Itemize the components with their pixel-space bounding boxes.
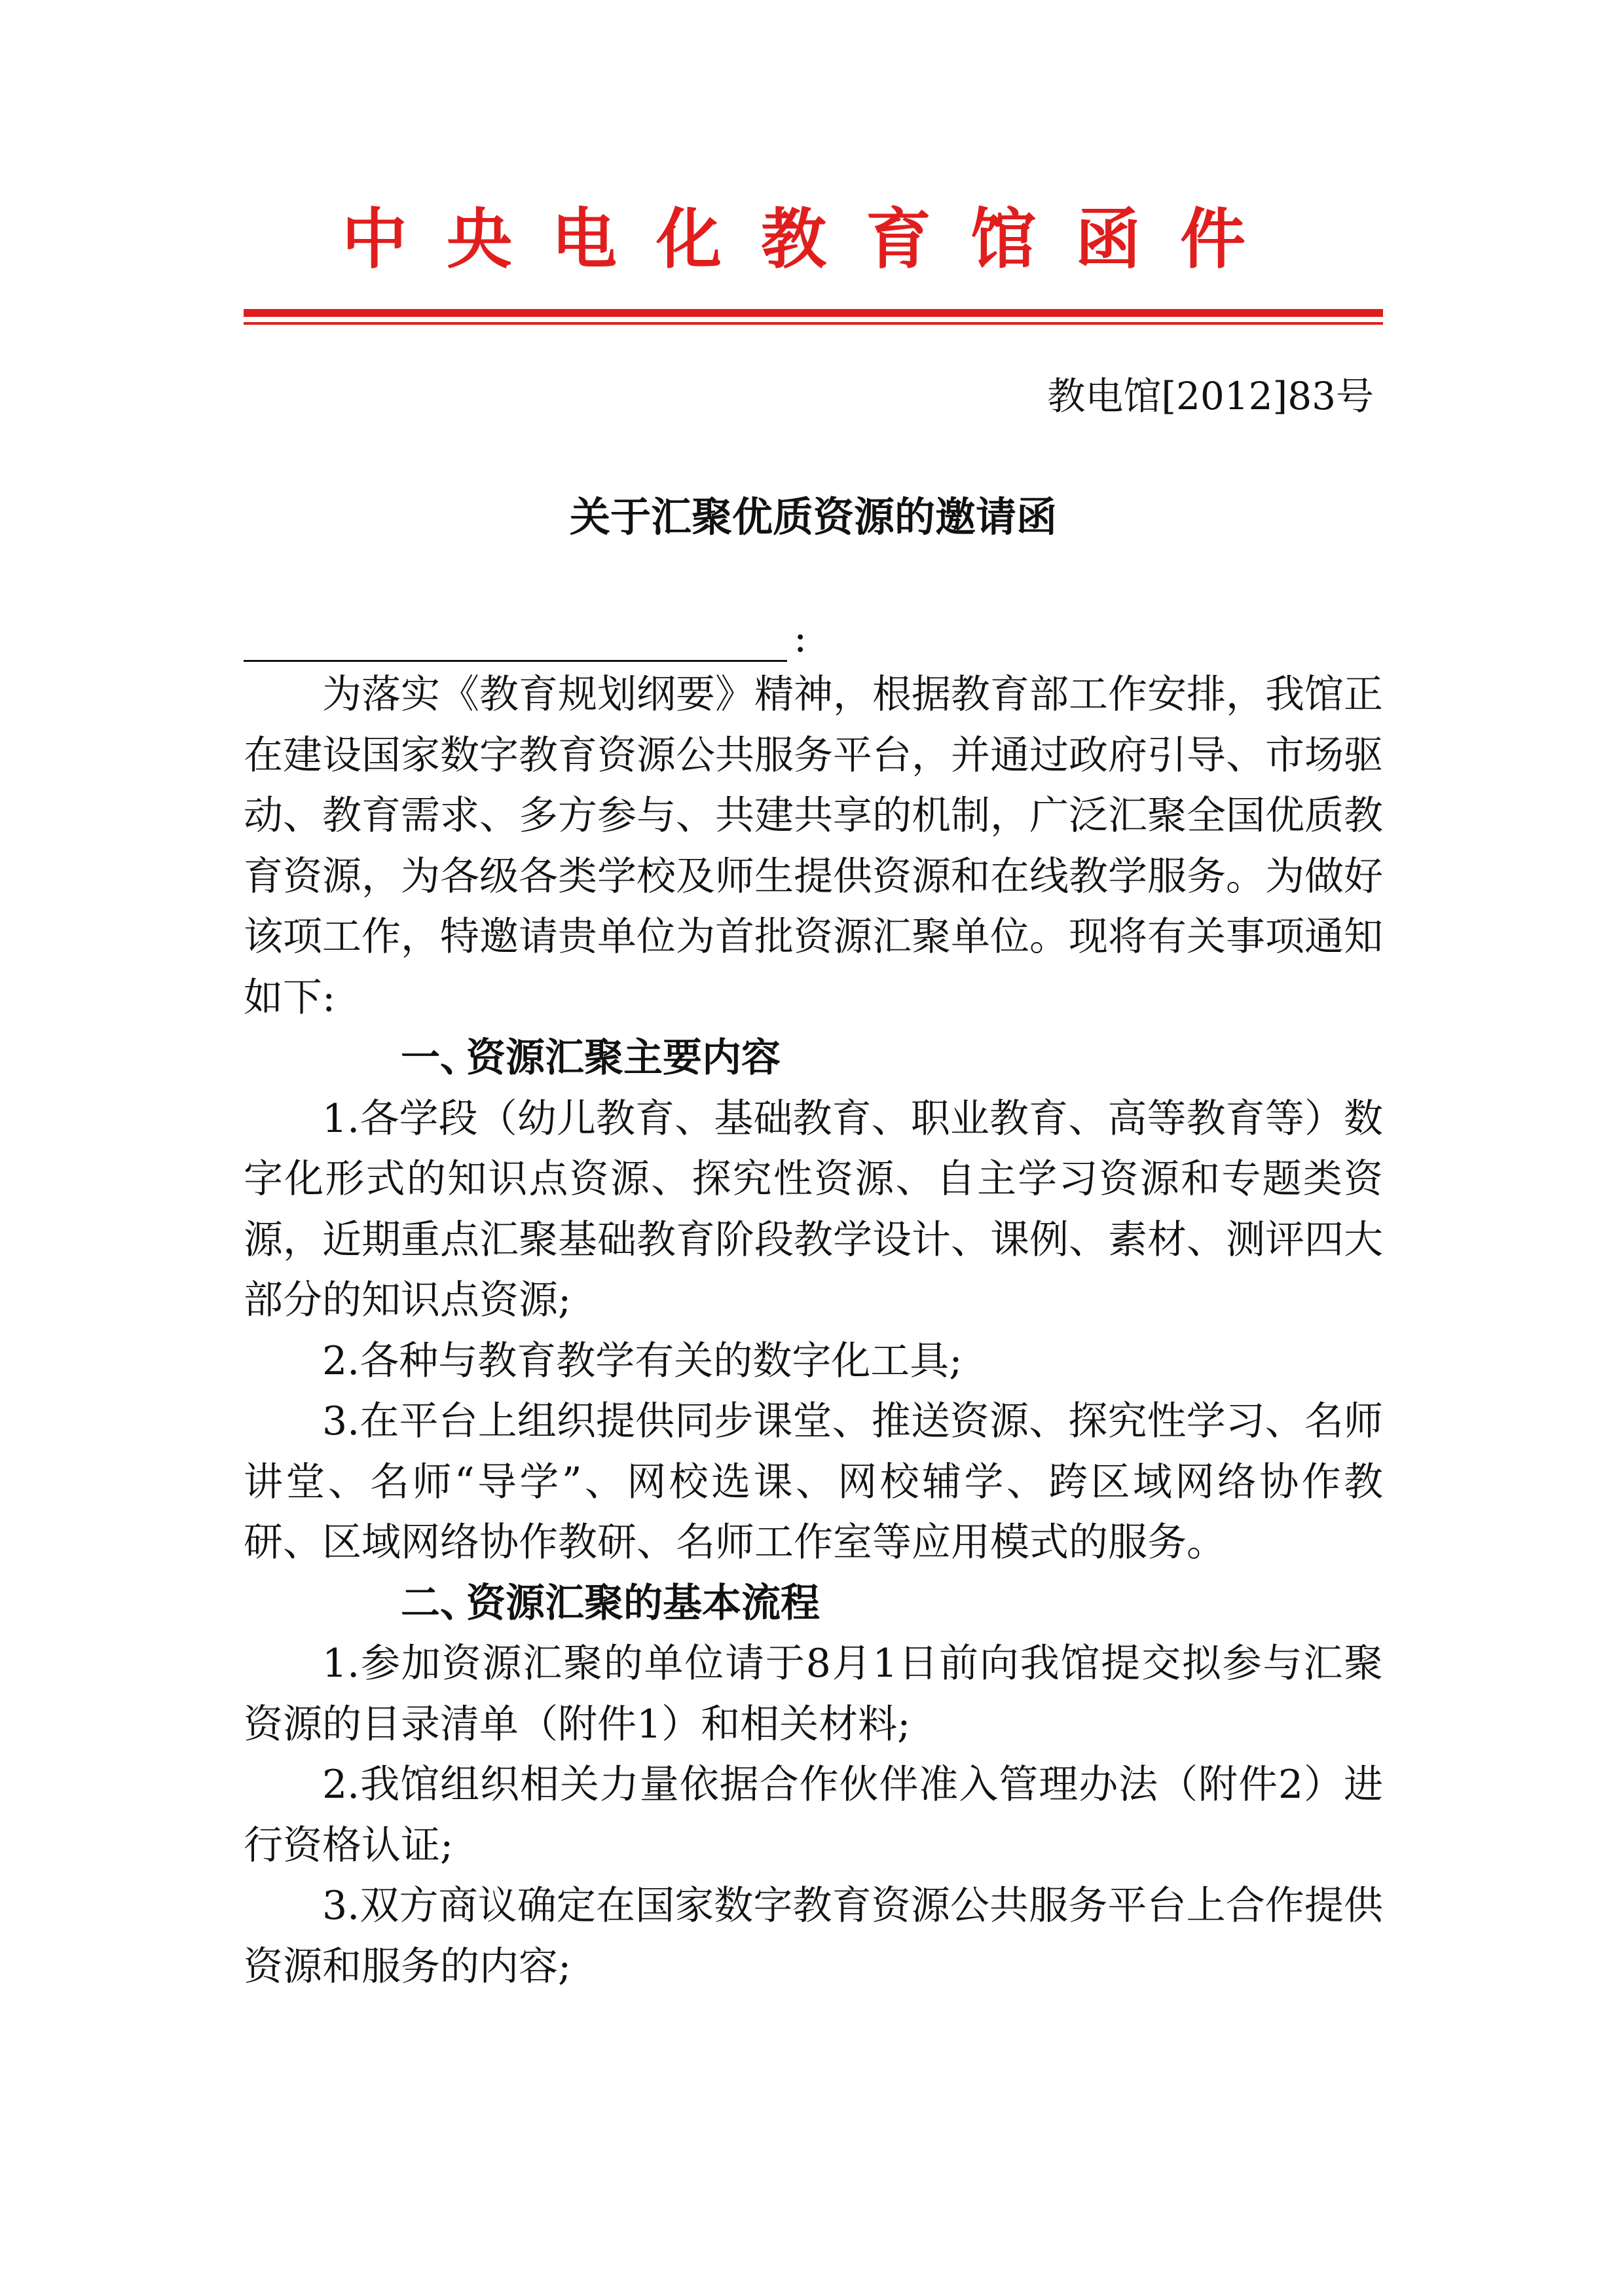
list-item: 2.我馆组织相关力量依据合作伙伴准入管理办法（附件2）进行资格认证; xyxy=(244,1762,1383,1868)
section-heading-1 xyxy=(244,1028,1383,1089)
letter-body xyxy=(244,665,1383,1997)
salutation-line xyxy=(244,609,833,668)
salutation-colon: : xyxy=(794,615,807,661)
list-item: 3.双方商议确定在国家数字教育资源公共服务平台上合作提供资源和服务的内容; xyxy=(244,1883,1383,1990)
list-item: 2.各种与教育教学有关的数字化工具; xyxy=(322,1338,963,1384)
letterhead-rule-thin xyxy=(244,322,1383,325)
list-item: 1.参加资源汇聚的单位请于8月1日前向我馆提交拟参与汇聚资源的目录清单（附件1）和相关材料; xyxy=(244,1641,1383,1747)
intro-paragraph: 为落实《教育规划纲要》精神，根据教育部工作安排，我馆正在建设国家数字教育资源公共服务平台，并通过政府引导、市场驱动、教育需求、多方参与、共建共享的机制，广泛汇聚全国优质教育资源，为各级各类学校及师生提供资源和在线教学服务。为做好该项工作，特邀请贵单位为首批资源汇聚单位。现将有关事项通知如下: xyxy=(244,672,1383,1021)
letterhead-rule-thick xyxy=(244,309,1383,317)
list-item: 1.各学段（幼儿教育、基础教育、职业教育、高等教育等）数字化形式的知识点资源、探究性资源、自主学习资源和专题类资源，近期重点汇聚基础教育阶段教学设计、课例、素材、测评四大部分的知识点资源; xyxy=(244,1095,1383,1323)
section-heading-text: 资源汇聚的基本流程 xyxy=(466,1580,820,1626)
section-number: 一、 xyxy=(401,1035,479,1081)
letterhead-title: 中央电化教育馆函件 xyxy=(342,200,1285,278)
document-number: 教电馆[2012]83号 xyxy=(1047,374,1374,418)
recipient-blank xyxy=(244,660,787,662)
section-number: 二、 xyxy=(401,1580,479,1626)
section-heading-2 xyxy=(244,1573,1383,1634)
document-title: 关于汇聚优质资源的邀请函 xyxy=(569,493,1057,541)
section-heading-text: 资源汇聚主要内容 xyxy=(466,1035,781,1081)
list-item: 3.在平台上组织提供同步课堂、推送资源、探究性学习、名师讲堂、名师“导学”、网校选课、网校辅学、跨区域网络协作教研、区域网络协作教研、名师工作室等应用模式的服务。 xyxy=(244,1398,1383,1565)
